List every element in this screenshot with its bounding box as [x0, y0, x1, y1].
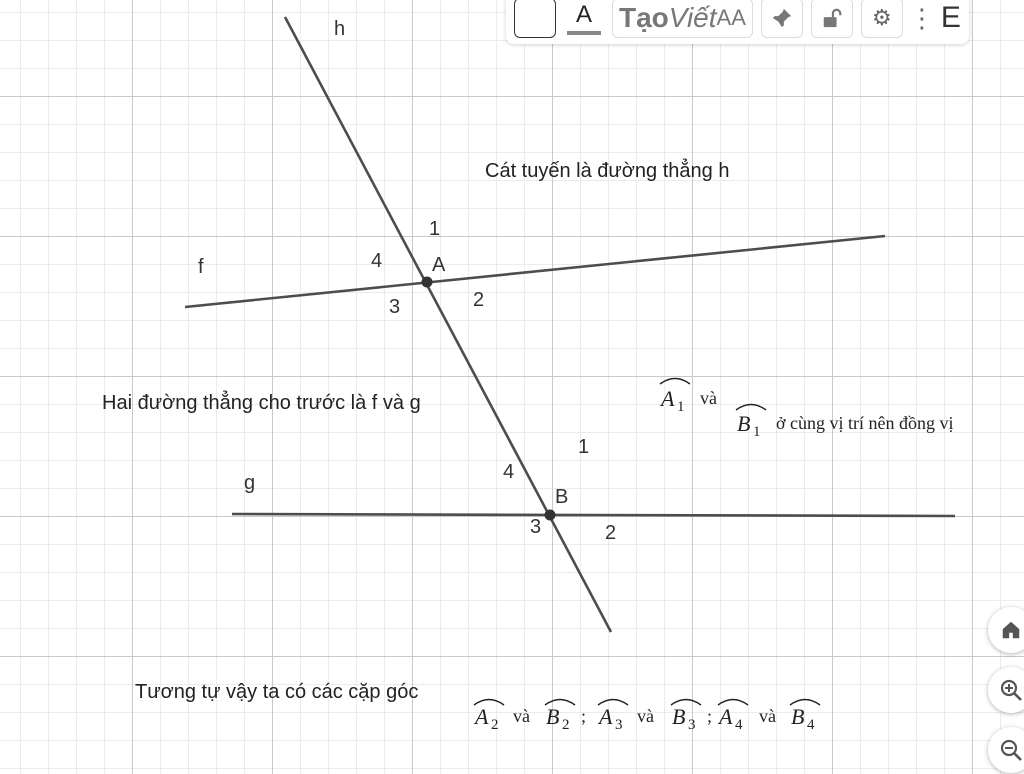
text-style-italic: Viết: [668, 2, 717, 33]
more-icon: ⋮: [908, 2, 935, 33]
angle-name-b4: B: [791, 704, 805, 729]
cut-off-label: E: [940, 1, 961, 34]
zoom-in-icon: [999, 678, 1023, 702]
hat-a1: [660, 379, 690, 385]
angle-b-4: 4: [503, 461, 515, 483]
lock-button[interactable]: [811, 0, 853, 38]
angle-name-a2: A: [475, 704, 489, 729]
angle-sub-a3: 3: [615, 717, 623, 733]
line-f[interactable]: [185, 236, 885, 307]
line-g[interactable]: [232, 514, 955, 516]
pin-button[interactable]: [761, 0, 803, 38]
given-lines-note[interactable]: Hai đường thẳng cho trước là f và g: [102, 392, 421, 414]
zoom-out-icon: [999, 738, 1023, 762]
point-a[interactable]: [422, 277, 433, 288]
hat-b1: [736, 405, 766, 411]
angle-sub-b2: 2: [562, 717, 570, 733]
and-word-2: và: [513, 706, 530, 726]
and-word-1: và: [700, 388, 717, 408]
text-style-size: AA: [716, 5, 746, 30]
pin-icon: [771, 7, 793, 29]
angle-sub-b1: 1: [753, 424, 761, 440]
angle-sub-a1: 1: [677, 399, 685, 415]
angle-sub-b3: 3: [688, 717, 696, 733]
angle-b-1: 1: [578, 436, 590, 458]
angle-name-b3: B: [672, 704, 686, 729]
style-toolbar: [506, 0, 969, 44]
and-word-4: và: [759, 706, 776, 726]
text-style-bold: Tạo: [619, 2, 669, 33]
angle-a-3: 3: [389, 296, 401, 318]
gear-icon: ⚙: [872, 5, 892, 30]
angle-name-a1: A: [661, 386, 675, 411]
lock-icon: [821, 7, 843, 29]
text-color-button[interactable]: [564, 0, 604, 37]
line-label-f: f: [198, 256, 204, 278]
transversal-note[interactable]: Cát tuyến là đường thẳng h: [485, 160, 730, 182]
sep-1: ;: [581, 706, 587, 726]
angle-pairs-note[interactable]: [473, 700, 820, 734]
point-label-a: A: [432, 254, 446, 276]
color-picker-button[interactable]: [514, 0, 556, 38]
sep-2: ;: [707, 706, 713, 726]
settings-button[interactable]: [861, 0, 903, 38]
corresponding-angles-note[interactable]: [659, 379, 954, 441]
angle-a-2: 2: [473, 289, 485, 311]
more-button[interactable]: [908, 0, 935, 37]
and-word-3: và: [637, 706, 654, 726]
line-label-h: h: [334, 18, 346, 40]
angle-a-4: 4: [371, 250, 383, 272]
angle-name-b1: B: [737, 411, 751, 436]
angle-name-b2: B: [546, 704, 560, 729]
line-h[interactable]: [285, 17, 611, 632]
home-icon: [1000, 619, 1022, 641]
point-b[interactable]: [545, 510, 556, 521]
angle-name-a4: A: [719, 704, 733, 729]
angle-name-a3: A: [599, 704, 613, 729]
line-label-g: g: [244, 472, 256, 494]
point-label-b: B: [555, 486, 569, 508]
angle-b-2: 2: [605, 522, 617, 544]
angle-a-1: 1: [429, 218, 441, 240]
angle-sub-a4: 4: [735, 717, 743, 733]
angle-b-3: 3: [530, 516, 542, 538]
corresponding-intro-note[interactable]: Tương tự vậy ta có các cặp góc: [135, 681, 419, 703]
same-position-text: ở cùng vị trí nên đồng vị: [776, 413, 954, 433]
text-style-button[interactable]: [612, 0, 753, 38]
angle-sub-b4: 4: [807, 717, 815, 733]
text-button-label: A: [575, 1, 592, 28]
text-color-bar: [567, 31, 601, 35]
angle-sub-a2: 2: [491, 717, 499, 733]
